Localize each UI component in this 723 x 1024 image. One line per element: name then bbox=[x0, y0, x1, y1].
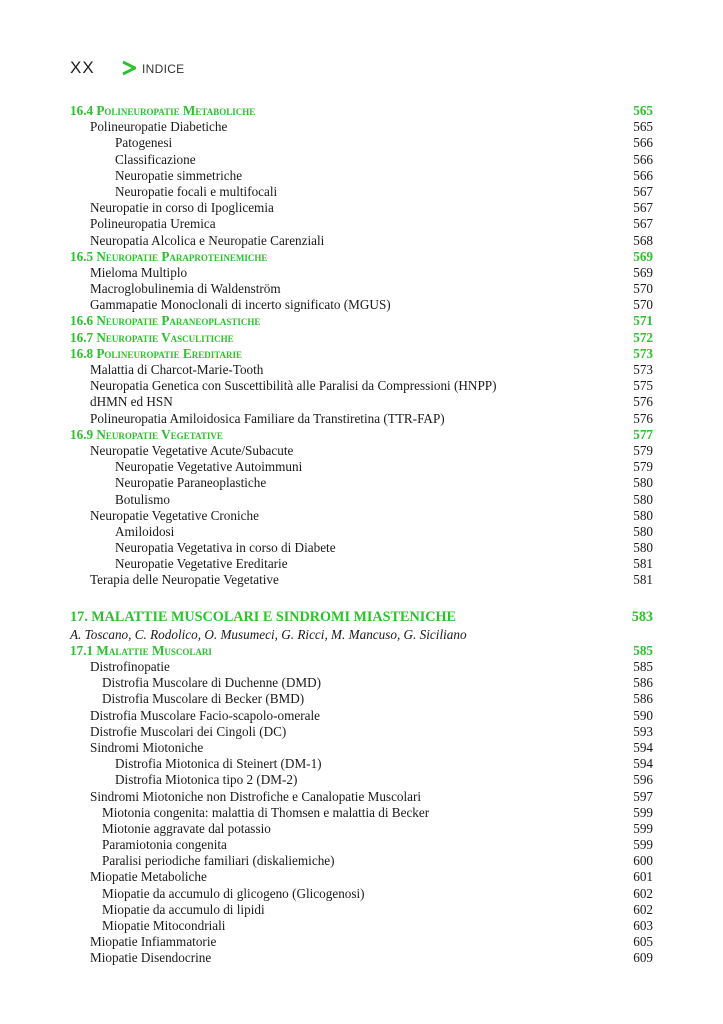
toc-entry-row bbox=[70, 443, 653, 459]
toc-entry-row bbox=[70, 724, 653, 740]
toc-entry-title: Distrofinopatie bbox=[90, 659, 170, 674]
toc-entry-row bbox=[70, 950, 653, 966]
page-number: XX bbox=[70, 58, 95, 77]
toc-entry-title: Miopatie Disendocrine bbox=[90, 950, 212, 966]
toc-page-number: 575 bbox=[633, 378, 653, 394]
toc-section-row bbox=[70, 103, 653, 119]
toc-entry-row bbox=[70, 821, 653, 837]
toc-entry-row bbox=[70, 675, 653, 691]
toc-entry-row bbox=[70, 378, 653, 394]
toc-page-number: 599 bbox=[633, 820, 653, 836]
toc-page-number: 570 bbox=[633, 281, 653, 297]
toc-page-number: 580 bbox=[633, 523, 653, 539]
toc-entry-row bbox=[70, 281, 653, 297]
toc-page-number: 597 bbox=[633, 788, 653, 804]
toc-page-number: 571 bbox=[633, 313, 653, 329]
toc-entry-title: Classificazione bbox=[115, 151, 196, 167]
toc-page-number: 580 bbox=[633, 475, 653, 491]
toc-page-number: 609 bbox=[633, 950, 653, 966]
toc-entry-title: Terapia delle Neuropatie Vegetative bbox=[90, 572, 279, 588]
toc-entry-title: 16.7 Neuropatie Vasculitiche bbox=[70, 329, 234, 345]
toc-entry-row bbox=[70, 659, 653, 675]
toc-page-number: 594 bbox=[633, 739, 653, 755]
toc-page-number: 605 bbox=[633, 934, 653, 950]
toc-entry-title: Polineuropatie Diabetiche bbox=[90, 119, 228, 135]
toc-entry-title: Neuropatie Vegetative Autoimmuni bbox=[115, 459, 303, 475]
toc-entry-title: Botulismo bbox=[115, 491, 170, 507]
toc-page-number: 569 bbox=[633, 264, 653, 280]
chevron-right-icon bbox=[122, 60, 136, 76]
toc-entry-title: 16.9 Neuropatie Vegetative bbox=[70, 426, 223, 442]
toc-entry-title: Mieloma Multiplo bbox=[90, 264, 188, 280]
toc-entry-title: Neuropatie focali e multifocali bbox=[115, 183, 278, 199]
toc-entry-row bbox=[70, 135, 653, 151]
toc-page-number: 596 bbox=[633, 772, 653, 788]
toc-page-number: 586 bbox=[633, 675, 653, 691]
toc-entry-row bbox=[70, 708, 653, 724]
toc-entry-row bbox=[70, 475, 653, 491]
toc-entry-title: 16.5 Neuropatie Paraproteinemiche bbox=[70, 248, 268, 264]
toc-page-number: 593 bbox=[633, 723, 653, 739]
toc-page-number: 567 bbox=[633, 216, 653, 232]
toc-page-number: 576 bbox=[633, 394, 653, 410]
toc-page-number: 570 bbox=[633, 297, 653, 313]
toc-entry-title: Macroglobulinemia di Waldenström bbox=[90, 281, 281, 297]
toc-entry-title: Paramiotonia congenita bbox=[102, 837, 227, 853]
toc-entry-title: Neuropatie simmetriche bbox=[115, 167, 243, 183]
toc-entry-title: 17.1 Malattie Muscolari bbox=[70, 642, 212, 658]
toc-entry-title: Polineuropatia Uremica bbox=[90, 216, 216, 232]
toc-page-number: 602 bbox=[633, 885, 653, 901]
toc-page-number: 566 bbox=[633, 167, 653, 183]
toc-page-number: 572 bbox=[633, 329, 653, 345]
toc-entry-title: 16.4 Polineuropatie Metaboliche bbox=[70, 103, 256, 118]
toc-entry-title: Distrofie Muscolari dei Cingoli (DC) bbox=[90, 723, 287, 739]
toc-page-number: 581 bbox=[633, 556, 653, 572]
toc-entry-row bbox=[70, 297, 653, 313]
toc-page-number: 565 bbox=[633, 103, 653, 118]
toc-page-number: 601 bbox=[633, 869, 653, 885]
toc-entry-row bbox=[70, 772, 653, 788]
toc-page-number: 566 bbox=[633, 135, 653, 151]
toc-page-number: 590 bbox=[633, 707, 653, 723]
section-spacer bbox=[70, 589, 653, 607]
toc-entry-row bbox=[70, 411, 653, 427]
toc-entry-row bbox=[70, 216, 653, 232]
toc-page-number: 586 bbox=[633, 691, 653, 707]
toc-authors-row bbox=[70, 627, 653, 643]
toc-entry-title: Distrofia Muscolare di Becker (BMD) bbox=[102, 691, 305, 707]
toc-page-number: 580 bbox=[633, 507, 653, 523]
toc-page-number: 569 bbox=[633, 248, 653, 264]
toc-page-number: 585 bbox=[633, 659, 653, 674]
toc-entry-title: Amiloidosi bbox=[115, 523, 175, 539]
toc-page-number: 565 bbox=[633, 119, 653, 135]
toc-entry-title: Miotonie aggravate dal potassio bbox=[102, 820, 271, 836]
toc-entry-title: Distrofia Miotonica di Steinert (DM-1) bbox=[115, 756, 322, 772]
toc-entry-row bbox=[70, 184, 653, 200]
toc-entry-row bbox=[70, 168, 653, 184]
toc-section-row bbox=[70, 346, 653, 362]
toc-entry-title: Sindromi Miotoniche non Distrofiche e Canalopatie Muscolari bbox=[90, 788, 422, 804]
toc-page-number: 573 bbox=[633, 362, 653, 377]
toc-entry-title: Miopatie Mitocondriali bbox=[102, 918, 226, 933]
toc-entry-title: 17. MALATTIE MUSCOLARI E SINDROMI MIASTENICHE bbox=[70, 608, 456, 625]
toc-entry-title: dHMN ed HSN bbox=[90, 394, 173, 410]
toc-entry-title: Neuropatie Vegetative Croniche bbox=[90, 507, 259, 523]
toc-entry-title: Neuropatia Genetica con Suscettibilità alle Paralisi da Compressioni (HNPP) bbox=[90, 378, 497, 394]
toc-entry-row bbox=[70, 394, 653, 410]
toc-entry-row bbox=[70, 492, 653, 508]
toc-entry-row bbox=[70, 886, 653, 902]
toc-entry-row bbox=[70, 756, 653, 772]
toc-entry-row bbox=[70, 540, 653, 556]
toc-entry-title: Gammapatie Monoclonali di incerto significato (MGUS) bbox=[90, 297, 391, 313]
toc-page-number: 585 bbox=[633, 642, 653, 658]
toc-entry-row bbox=[70, 869, 653, 885]
toc-entry-title: Distrofia Miotonica tipo 2 (DM-2) bbox=[115, 772, 298, 788]
section-title: INDICE bbox=[142, 62, 185, 76]
toc-entry-title: Neuropatie Paraneoplastiche bbox=[115, 475, 267, 491]
toc-entry-row bbox=[70, 572, 653, 588]
toc-entry-row bbox=[70, 524, 653, 540]
toc-section-row bbox=[70, 427, 653, 443]
toc-entry-title: Polineuropatia Amiloidosica Familiare da Transtiretina (TTR-FAP) bbox=[90, 410, 445, 426]
toc-entry-title: Paralisi periodiche familiari (diskaliemiche) bbox=[102, 853, 335, 869]
toc-entry-title: Neuropatie Vegetative Ereditarie bbox=[115, 556, 288, 572]
toc-entry-title: Miopatie Infiammatorie bbox=[90, 934, 217, 950]
toc-page-number: 594 bbox=[633, 756, 653, 772]
toc-chapter-row bbox=[70, 607, 653, 627]
toc-page-number: 579 bbox=[633, 442, 653, 458]
toc-page-number: 567 bbox=[633, 200, 653, 216]
toc-page-number: 602 bbox=[633, 901, 653, 917]
toc-entry-row bbox=[70, 691, 653, 707]
toc-entry-title: Miopatie da accumulo di glicogeno (Glicogenosi) bbox=[102, 885, 365, 901]
toc-entry-row bbox=[70, 265, 653, 281]
toc-page-number: 603 bbox=[633, 918, 653, 933]
toc-entry-title: Distrofia Muscolare Facio-scapolo-omerale bbox=[90, 707, 320, 723]
toc-page-number: 577 bbox=[633, 426, 653, 442]
toc-page-number: 566 bbox=[633, 151, 653, 167]
toc-entry-row bbox=[70, 740, 653, 756]
toc-entry-title: Distrofia Muscolare di Duchenne (DMD) bbox=[102, 675, 321, 691]
toc-entry-title: Patogenesi bbox=[115, 135, 173, 151]
toc-section-row bbox=[70, 313, 653, 329]
toc-entry-row bbox=[70, 805, 653, 821]
toc-entry-row bbox=[70, 233, 653, 249]
toc-entry-row bbox=[70, 362, 653, 378]
toc-page-number: 600 bbox=[633, 853, 653, 869]
toc-page-number: 567 bbox=[633, 183, 653, 199]
toc-entry-title: Malattia di Charcot-Marie-Tooth bbox=[90, 362, 264, 377]
toc-entry-row bbox=[70, 200, 653, 216]
toc-page-number: 580 bbox=[633, 540, 653, 556]
toc-entry-row bbox=[70, 556, 653, 572]
toc-page-number: 579 bbox=[633, 459, 653, 475]
toc-entry-title: Miopatie da accumulo di lipidi bbox=[102, 901, 265, 917]
toc-entry-title: 16.6 Neuropatie Paraneoplastiche bbox=[70, 313, 261, 329]
toc-entry-title: Sindromi Miotoniche bbox=[90, 739, 204, 755]
toc-page-number: 576 bbox=[633, 410, 653, 426]
toc-section-row bbox=[70, 330, 653, 346]
toc-page-number: 599 bbox=[633, 804, 653, 820]
toc-entry-title: Miopatie Metaboliche bbox=[90, 869, 207, 885]
toc-entry-row bbox=[70, 152, 653, 168]
toc-entry-title: Neuropatia Alcolica e Neuropatie Carenziali bbox=[90, 232, 325, 248]
toc-page-number: 583 bbox=[631, 608, 653, 625]
toc-entry-row bbox=[70, 459, 653, 475]
toc-entry-row bbox=[70, 508, 653, 524]
toc-entry-row bbox=[70, 119, 653, 135]
toc-section-row bbox=[70, 643, 653, 659]
toc-entry-title: Neuropatia Vegetativa in corso di Diabete bbox=[115, 540, 336, 556]
toc-page-number: 580 bbox=[633, 491, 653, 507]
toc-section-row bbox=[70, 249, 653, 265]
table-of-contents bbox=[70, 103, 653, 967]
toc-entry-row bbox=[70, 789, 653, 805]
toc-entry-row bbox=[70, 918, 653, 934]
toc-entry-title: Neuropatie in corso di Ipoglicemia bbox=[90, 200, 274, 216]
toc-entry-row bbox=[70, 902, 653, 918]
toc-page-number: 568 bbox=[633, 232, 653, 248]
toc-entry-row bbox=[70, 837, 653, 853]
toc-entry-title: Miotonia congenita: malattia di Thomsen e malattia di Becker bbox=[102, 804, 430, 820]
toc-entry-row bbox=[70, 853, 653, 869]
toc-entry-title: Neuropatie Vegetative Acute/Subacute bbox=[90, 442, 294, 458]
toc-page-number: 599 bbox=[633, 837, 653, 853]
toc-entry-title: A. Toscano, C. Rodolico, O. Musumeci, G. Ricci, M. Mancuso, G. Siciliano bbox=[70, 626, 467, 642]
toc-page-number: 581 bbox=[633, 572, 653, 588]
toc-entry-title: 16.8 Polineuropatie Ereditarie bbox=[70, 345, 243, 361]
toc-page-number: 573 bbox=[633, 345, 653, 361]
toc-entry-row bbox=[70, 934, 653, 950]
